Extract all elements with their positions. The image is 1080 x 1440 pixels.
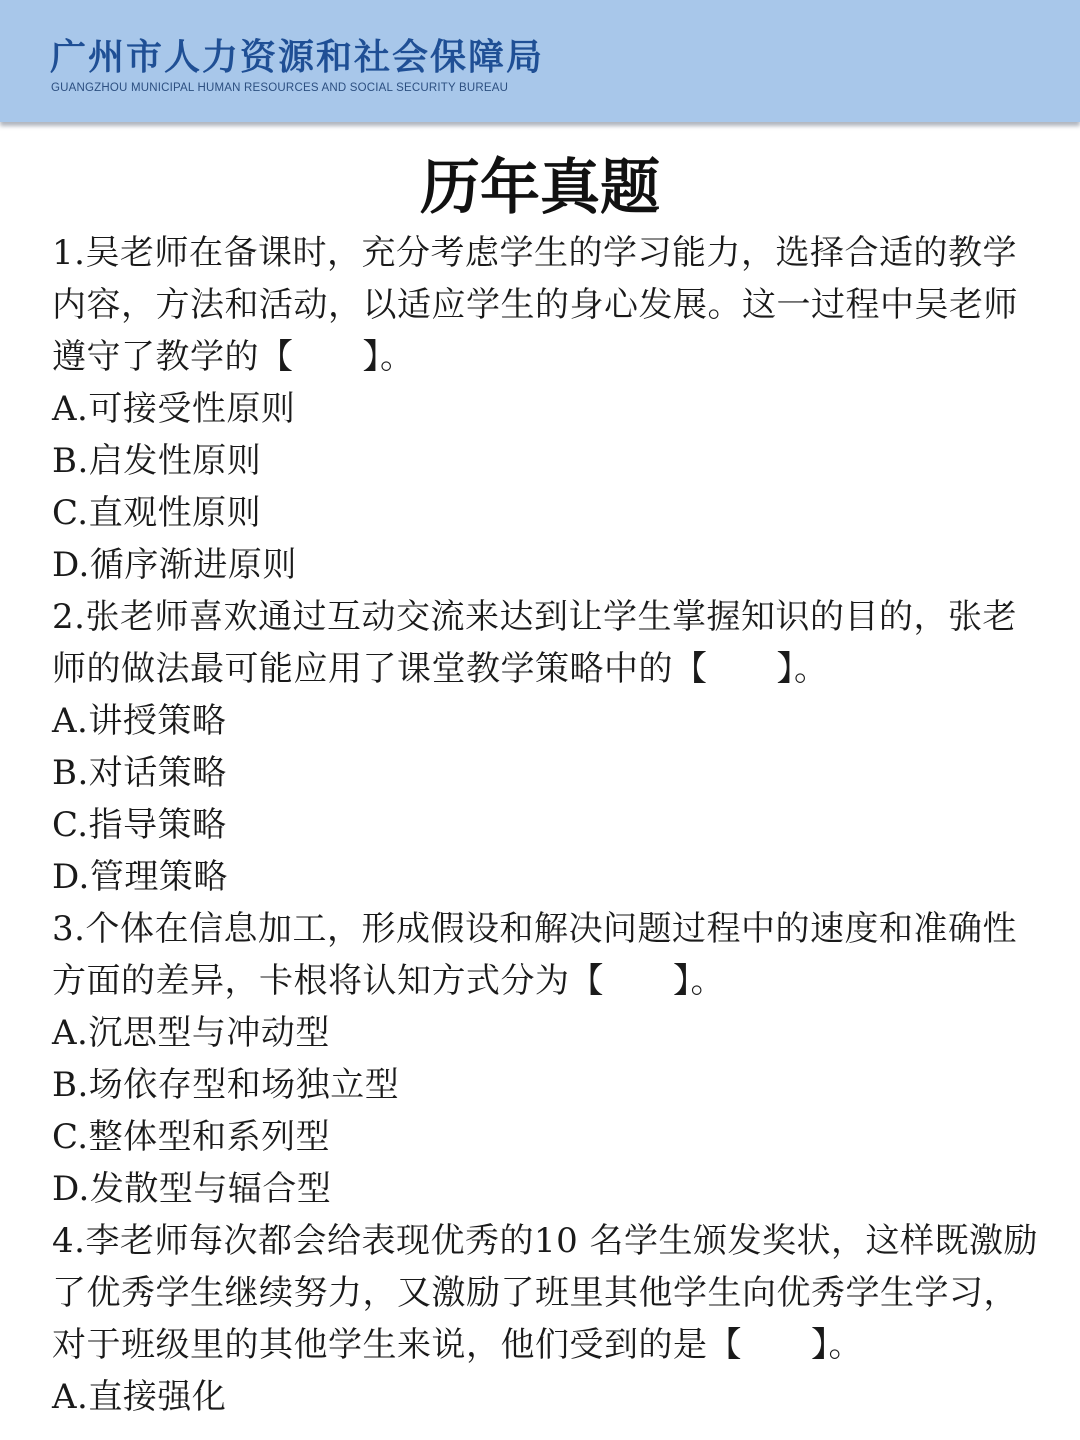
question-list <box>52 227 1042 1423</box>
q1-option-c: C.直观性原则 <box>52 493 262 533</box>
org-name: 广州市人力资源和社会保障局 <box>50 37 545 78</box>
q2-option-c: C.指导策略 <box>52 805 227 845</box>
q4-stem-line-2: 了优秀学生继续努力，又激励了班里其他学生向优秀学生学习， <box>52 1273 1018 1313</box>
q1-option-b: B.启发性原则 <box>52 441 262 481</box>
q1-option-a: A.可接受性原则 <box>52 389 296 429</box>
q1-stem-line-1: 1.吴老师在备课时，充分考虑学生的学习能力，选择合适的教学 <box>52 233 1017 273</box>
q2-option-a: A.讲授策略 <box>52 701 227 741</box>
q3-option-b: B.场依存型和场独立型 <box>52 1065 400 1105</box>
q3-option-a: A.沉思型与冲动型 <box>52 1013 330 1053</box>
q3-stem-line-1: 3.个体在信息加工，形成假设和解决问题过程中的速度和准确性 <box>52 909 1017 949</box>
q1-stem-line-3: 遵守了教学的【 】。 <box>52 337 415 377</box>
q3-option-c: C.整体型和系列型 <box>52 1117 331 1157</box>
q1-stem-line-2: 内容，方法和活动，以适应学生的身心发展。这一过程中吴老师 <box>52 285 1018 325</box>
q2-stem-line-1: 2.张老师喜欢通过互动交流来达到让学生掌握知识的目的，张老 <box>52 597 1017 637</box>
q3-option-d: D.发散型与辐合型 <box>52 1169 332 1209</box>
q3-stem-line-2: 方面的差异，卡根将认知方式分为【 】。 <box>52 961 725 1001</box>
q2-option-b: B.对话策略 <box>52 753 227 793</box>
q2-stem-line-2: 师的做法最可能应用了课堂教学策略中的【 】。 <box>52 649 829 689</box>
q4-stem-line-3: 对于班级里的其他学生来说，他们受到的是【 】。 <box>52 1325 863 1365</box>
q1-option-d: D.循序渐进原则 <box>52 545 297 585</box>
q2-option-d: D.管理策略 <box>52 857 228 897</box>
q4-option-a: A.直接强化 <box>52 1377 227 1417</box>
q4-stem-line-1: 4.李老师每次都会给表现优秀的10 名学生颁发奖状，这样既激励 <box>52 1221 1039 1261</box>
header-banner <box>0 0 1080 122</box>
org-name-english: GUANGZHOU MUNICIPAL HUMAN RESOURCES AND SOCIAL SECURITY BUREAU <box>51 82 509 94</box>
page-title: 历年真题 <box>420 153 660 223</box>
